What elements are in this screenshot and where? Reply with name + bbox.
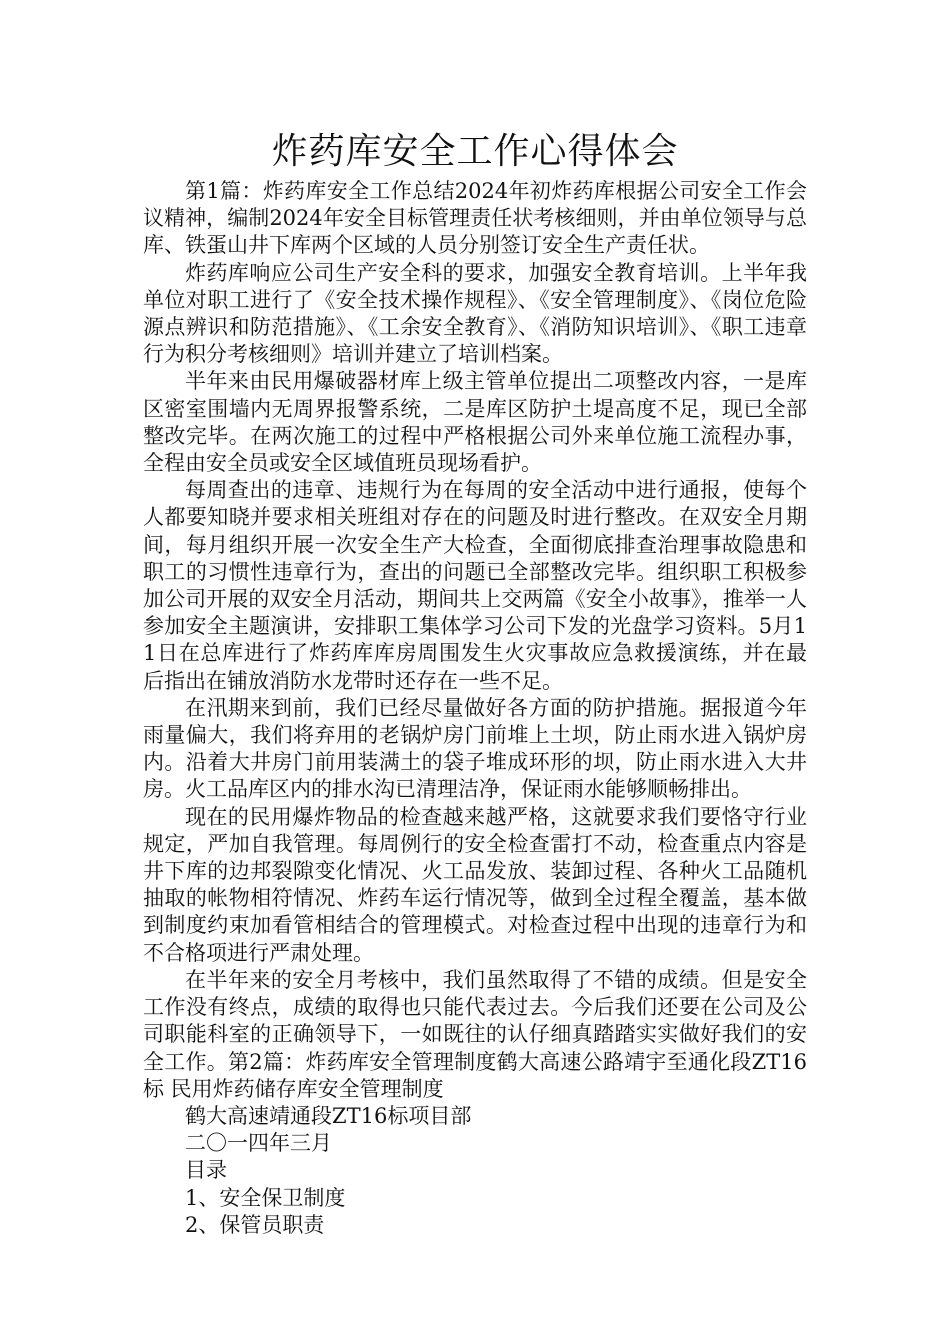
- paragraph: 半年来由民用爆破器材库上级主管单位提出二项整改内容，一是库区密室围墙内无周界报警系统，二是库区防护土堤高度不足，现已全部整改完毕。在两次施工的过程中严格根据公司外来单位施工流程办事，全程由安全员或安全区域值班员现场看护。: [143, 369, 807, 476]
- paragraph: 炸药库响应公司生产安全科的要求，加强安全教育培训。上半年我单位对职工进行了《安全技术操作规程》、《安全管理制度》、《岗位危险源点辨识和防范措施》、《工余安全教育》、《消防知识培训》、《职工违章行为积分考核细则》培训并建立了培训档案。: [143, 260, 807, 367]
- document-title: 炸药库安全工作心得体会: [271, 131, 679, 172]
- project-department-line: 鹤大高速靖通段ZT16标项目部: [185, 1103, 472, 1128]
- date-line: 二〇一四年三月: [185, 1131, 332, 1156]
- toc-heading: 目录: [185, 1158, 227, 1183]
- paragraph: 在半年来的安全月考核中，我们虽然取得了不错的成绩。但是安全工作没有终点，成绩的取得也只能代表过去。今后我们还要在公司及公司职能科室的正确领导下，一如既往的认仔细真踏踏实实做好我们的安全工作。第2篇：炸药库安全管理制度鹤大高速公路靖宇至通化段ZT16标 民用炸药储存库安全管理制度: [143, 967, 807, 1101]
- paragraph: 每周查出的违章、违规行为在每周的安全活动中进行通报，使每个人都要知晓并要求相关班组对存在的问题及时进行整改。在双安全月期间，每月组织开展一次安全生产大检查，全面彻底排查治理事故隐患和职工的习惯性违章行为，查出的问题已全部整改完毕。组织职工积极参加公司开展的双安全月活动，期间共上交两篇《安全小故事》，推举一人参加安全主题演讲，安排职工集体学习公司下发的光盘学习资料。5月11日在总库进行了炸药库库房周围发生火灾事故应急救援演练，并在最后指出在铺放消防水龙带时还存在一些不足。: [143, 478, 807, 693]
- paragraph: 在汛期来到前，我们已经尽量做好各方面的防护措施。据报道今年雨量偏大，我们将弃用的老锅炉房门前堆上土坝，防止雨水进入锅炉房内。沿着大井房门前用装满土的袋子堆成环形的坝，防止雨水进入大井房。火工品库区内的排水沟已清理洁净，保证雨水能够顺畅排出。: [143, 695, 807, 802]
- paragraph: 现在的民用爆炸物品的检查越来越严格，这就要求我们要恪守行业规定，严加自我管理。每周例行的安全检查雷打不动，检查重点内容是井下库的边邦裂隙变化情况、火工品发放、装卸过程、各种火工品随机抽取的帐物相符情况、炸药车运行情况等，做到全过程全覆盖，基本做到制度约束加看管相结合的管理模式。对检查过程中出现的违章行为和不合格项进行严肃处理。: [143, 804, 807, 965]
- toc-item: 1、安全保卫制度: [185, 1185, 346, 1210]
- document-page: [143, 128, 807, 1239]
- toc-item: 2、保管员职责: [185, 1212, 325, 1237]
- paragraph: 第1篇：炸药库安全工作总结2024年初炸药库根据公司安全工作会议精神，编制2024年安全目标管理责任状考核细则，并由单位领导与总库、铁蛋山井下库两个区域的人员分别签订安全生产责任状。: [143, 179, 807, 258]
